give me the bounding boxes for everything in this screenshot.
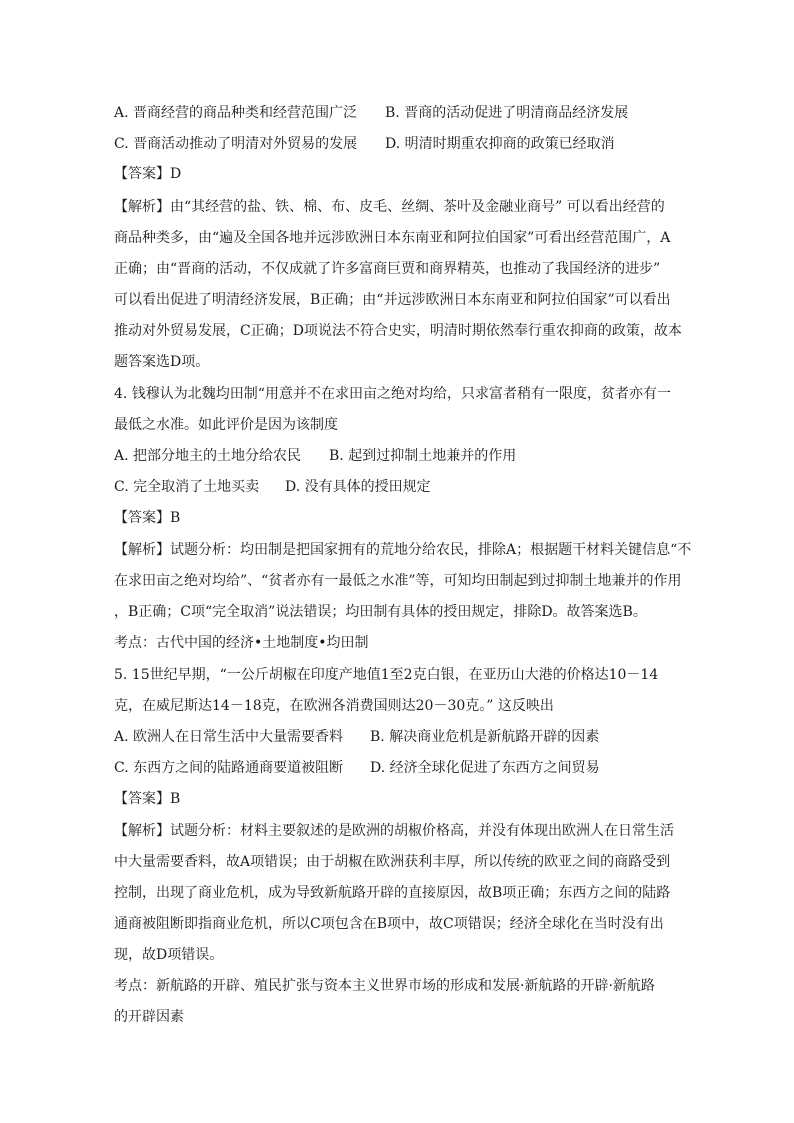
q4-analysis-line: ，B正确；C项“完全取消”说法错误；均田制有具体的授田规定，排除D。故答案选B。 [114, 604, 647, 620]
q3-answer: 【答案】D [114, 166, 182, 182]
q4-answer: 【答案】B [114, 510, 181, 526]
q5-analysis-line: 控制，出现了商业危机，成为导致新航路开辟的直接原因，故B项正确；东西方之间的陆路 [114, 885, 671, 901]
q3-analysis-line: 商品种类多，由“遍及全国各地并远涉欧洲日本东南亚和阿拉伯国家”可看出经营范围广，A [114, 230, 671, 246]
q3-analysis-line: 题答案选D项。 [114, 354, 210, 370]
q3-option-d: D. 明清时期重农抑商的政策已经取消 [385, 136, 615, 152]
q5-analysis-line: 中大量需要香料，故A项错误；由于胡椒在欧洲获利丰厚，所以传统的欧亚之间的商路受到 [114, 854, 671, 870]
q4-option-b: B. 起到过抑制土地兼并的作用 [329, 448, 517, 464]
q3-analysis-line: 可以看出促进了明清经济发展，B正确；由“并远涉欧洲日本东南亚和阿拉伯国家”可以看出 [114, 292, 671, 308]
q4-kaodian: 考点：古代中国的经济•土地制度•均田制 [114, 635, 369, 651]
q5-kaodian-line: 考点：新航路的开辟、殖民扩张与资本主义世界市场的形成和发展·新航路的开辟·新航路 [114, 978, 655, 994]
q4-stem-line: 4. 钱穆认为北魏均田制“用意并不在求田亩之绝对均给，只求富者稍有一限度，贫者亦有一 [114, 386, 671, 402]
q5-analysis-line: 现，故D项错误。 [114, 947, 224, 963]
q5-stem-line: 克，在威尼斯达14－18克，在欧洲各消费国则达20－30克。” 这反映出 [114, 698, 554, 714]
q5-option-c: C. 东西方之间的陆路通商要道被阻断 [114, 760, 344, 776]
q5-answer: 【答案】B [114, 791, 181, 807]
q5-option-d: D. 经济全球化促进了东西方之间贸易 [370, 760, 600, 776]
q4-option-c: C. 完全取消了土地买卖 [114, 479, 260, 495]
q3-option-a: A. 晋商经营的商品种类和经营范围广泛 [114, 105, 358, 121]
q5-analysis-line: 通商被阻断即指商业危机，所以C项包含在B项中，故C项错误；经济全球化在当时没有出 [114, 916, 664, 932]
q3-analysis-line: 【解析】由“其经营的盐、铁、棉、布、皮毛、丝绸、茶叶及金融业商号” 可以看出经营的 [114, 199, 665, 215]
q3-analysis-line: 推动对外贸易发展，C正确；D项说法不符合史实，明清时期依然奉行重农抑商的政策，故本 [114, 323, 682, 339]
q4-stem-line: 最低之水准。如此评价是因为该制度 [114, 417, 338, 433]
q4-option-d: D. 没有具体的授田规定 [285, 479, 431, 495]
q3-option-b: B. 晋商的活动促进了明清商品经济发展 [385, 105, 629, 121]
q5-option-a: A. 欧洲人在日常生活中大量需要香料 [114, 729, 344, 745]
q5-kaodian-line: 的开辟因素 [114, 1009, 184, 1025]
q4-analysis-line: 在求田亩之绝对均给”、“贫者亦有一最低之水准”等，可知均田制起到过抑制土地兼并的作用 [114, 573, 682, 589]
q5-analysis-line: 【解析】试题分析：材料主要叙述的是欧洲的胡椒价格高，并没有体现出欧洲人在日常生活 [114, 823, 674, 839]
q3-analysis-line: 正确；由“晋商的活动，不仅成就了许多富商巨贾和商界精英，也推动了我国经济的进步” [114, 261, 661, 277]
q5-stem-line: 5. 15世纪早期，“一公斤胡椒在印度产地值1至2克白银，在亚历山大港的价格达10－14 [114, 667, 659, 683]
q4-option-a: A. 把部分地主的土地分给农民 [114, 448, 302, 464]
q3-option-c: C. 晋商活动推动了明清对外贸易的发展 [114, 136, 358, 152]
q5-option-b: B. 解决商业危机是新航路开辟的因素 [370, 729, 600, 745]
q4-analysis-line: 【解析】试题分析：均田制是把国家拥有的荒地分给农民，排除A；根据题干材料关键信息“不 [114, 542, 692, 558]
